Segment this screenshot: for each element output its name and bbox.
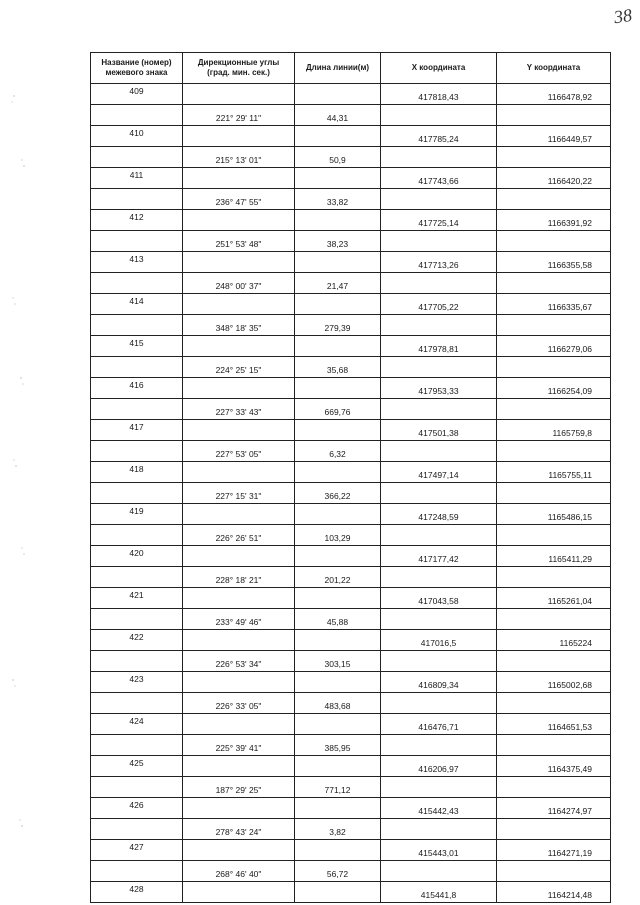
empty-cell [91, 441, 183, 462]
line-length-cell: 771,12 [295, 777, 381, 798]
line-length-cell: 279,39 [295, 315, 381, 336]
x-coordinate-cell: 416476,71 [381, 714, 497, 735]
direction-angle-cell: 221° 29' 11" [183, 105, 295, 126]
empty-cell [497, 441, 611, 462]
y-coordinate-cell: 1166254,09 [497, 378, 611, 399]
empty-cell [183, 756, 295, 777]
empty-cell [497, 609, 611, 630]
table-row-point [91, 672, 611, 693]
empty-cell [497, 735, 611, 756]
empty-cell [381, 567, 497, 588]
empty-cell [295, 252, 381, 273]
empty-cell [183, 378, 295, 399]
table-row-segment [91, 231, 611, 252]
table-row-segment [91, 693, 611, 714]
empty-cell [295, 714, 381, 735]
mark-name-cell: 420 [91, 546, 183, 567]
direction-angle-cell: 228° 18' 21" [183, 567, 295, 588]
y-coordinate-cell: 1166391,92 [497, 210, 611, 231]
table-row-point [91, 798, 611, 819]
mark-name-cell: 425 [91, 756, 183, 777]
table-row-segment [91, 399, 611, 420]
empty-cell [295, 672, 381, 693]
x-coordinate-cell: 417248,59 [381, 504, 497, 525]
empty-cell [381, 819, 497, 840]
table-row-point [91, 714, 611, 735]
empty-cell [183, 840, 295, 861]
x-coordinate-cell: 417953,33 [381, 378, 497, 399]
table-body [91, 84, 611, 903]
direction-angle-cell: 226° 53' 34" [183, 651, 295, 672]
empty-cell [381, 105, 497, 126]
y-coordinate-cell: 1165002,68 [497, 672, 611, 693]
direction-angle-cell: 227° 15' 31" [183, 483, 295, 504]
empty-cell [183, 714, 295, 735]
line-length-cell: 38,23 [295, 231, 381, 252]
empty-cell [295, 84, 381, 105]
line-length-cell: 6,32 [295, 441, 381, 462]
empty-cell [183, 504, 295, 525]
empty-cell [381, 861, 497, 882]
empty-cell [183, 420, 295, 441]
empty-cell [295, 546, 381, 567]
x-coordinate-cell: 417016,5 [381, 630, 497, 651]
empty-cell [381, 525, 497, 546]
direction-angle-cell: 268° 46' 40" [183, 861, 295, 882]
empty-cell [381, 651, 497, 672]
table-row-segment [91, 189, 611, 210]
y-coordinate-cell: 1166279,06 [497, 336, 611, 357]
boundary-marks-table [90, 52, 611, 903]
empty-cell [183, 84, 295, 105]
empty-cell [497, 819, 611, 840]
y-coordinate-cell: 1166335,67 [497, 294, 611, 315]
table-row-segment [91, 819, 611, 840]
x-coordinate-cell: 416809,34 [381, 672, 497, 693]
empty-cell [183, 168, 295, 189]
empty-cell [381, 231, 497, 252]
mark-name-cell: 427 [91, 840, 183, 861]
table-row-point [91, 840, 611, 861]
mark-name-cell: 414 [91, 294, 183, 315]
empty-cell [295, 462, 381, 483]
empty-cell [497, 861, 611, 882]
x-coordinate-cell: 417713,26 [381, 252, 497, 273]
empty-cell [183, 882, 295, 903]
mark-name-cell: 413 [91, 252, 183, 273]
empty-cell [91, 861, 183, 882]
table-header [91, 53, 611, 84]
mark-name-cell: 409 [91, 84, 183, 105]
direction-angle-cell: 224° 25' 15" [183, 357, 295, 378]
header-direction-angle: Дирекционные углы (град. мин. сек.) [183, 53, 295, 84]
empty-cell [295, 126, 381, 147]
table-row-point [91, 462, 611, 483]
empty-cell [295, 630, 381, 651]
empty-cell [183, 462, 295, 483]
direction-angle-cell: 236° 47' 55" [183, 189, 295, 210]
empty-cell [91, 315, 183, 336]
empty-cell [91, 189, 183, 210]
empty-cell [497, 231, 611, 252]
empty-cell [295, 798, 381, 819]
empty-cell [295, 504, 381, 525]
direction-angle-cell: 227° 33' 43" [183, 399, 295, 420]
table-row-point [91, 378, 611, 399]
table-row-point [91, 420, 611, 441]
empty-cell [497, 399, 611, 420]
line-length-cell: 33,82 [295, 189, 381, 210]
table-row-segment [91, 273, 611, 294]
y-coordinate-cell: 1165486,15 [497, 504, 611, 525]
empty-cell [183, 798, 295, 819]
empty-cell [497, 525, 611, 546]
line-length-cell: 50,9 [295, 147, 381, 168]
empty-cell [183, 294, 295, 315]
empty-cell [91, 609, 183, 630]
mark-name-cell: 411 [91, 168, 183, 189]
table-row-segment [91, 651, 611, 672]
line-length-cell: 483,68 [295, 693, 381, 714]
empty-cell [91, 735, 183, 756]
table-row-point [91, 588, 611, 609]
header-line-length: Длина линии(м) [295, 53, 381, 84]
empty-cell [91, 567, 183, 588]
y-coordinate-cell: 1166449,57 [497, 126, 611, 147]
empty-cell [497, 105, 611, 126]
direction-angle-cell: 225° 39' 41" [183, 735, 295, 756]
table-row-segment [91, 357, 611, 378]
direction-angle-cell: 215° 13' 01" [183, 147, 295, 168]
y-coordinate-cell: 1164375,49 [497, 756, 611, 777]
empty-cell [381, 441, 497, 462]
table-row-segment [91, 861, 611, 882]
empty-cell [183, 546, 295, 567]
direction-angle-cell: 226° 26' 51" [183, 525, 295, 546]
line-length-cell: 669,76 [295, 399, 381, 420]
empty-cell [295, 840, 381, 861]
empty-cell [91, 693, 183, 714]
empty-cell [497, 357, 611, 378]
mark-name-cell: 416 [91, 378, 183, 399]
table-row-point [91, 294, 611, 315]
x-coordinate-cell: 417743,66 [381, 168, 497, 189]
empty-cell [381, 483, 497, 504]
empty-cell [183, 630, 295, 651]
empty-cell [183, 336, 295, 357]
table-row-segment [91, 567, 611, 588]
empty-cell [295, 882, 381, 903]
line-length-cell: 201,22 [295, 567, 381, 588]
mark-name-cell: 410 [91, 126, 183, 147]
mark-name-cell: 428 [91, 882, 183, 903]
empty-cell [497, 693, 611, 714]
empty-cell [183, 210, 295, 231]
y-coordinate-cell: 1166420,22 [497, 168, 611, 189]
direction-angle-cell: 187° 29' 25" [183, 777, 295, 798]
x-coordinate-cell: 417497,14 [381, 462, 497, 483]
table-row-segment [91, 777, 611, 798]
empty-cell [295, 336, 381, 357]
empty-cell [381, 357, 497, 378]
table-row-segment [91, 525, 611, 546]
empty-cell [91, 819, 183, 840]
y-coordinate-cell: 1165759,8 [497, 420, 611, 441]
table-row-point [91, 546, 611, 567]
table-row-point [91, 126, 611, 147]
table-row-point [91, 336, 611, 357]
direction-angle-cell: 251° 53' 48" [183, 231, 295, 252]
table-row-segment [91, 441, 611, 462]
y-coordinate-cell: 1164271,19 [497, 840, 611, 861]
mark-name-cell: 424 [91, 714, 183, 735]
table-row-point [91, 504, 611, 525]
line-length-cell: 3,82 [295, 819, 381, 840]
line-length-cell: 385,95 [295, 735, 381, 756]
empty-cell [91, 105, 183, 126]
y-coordinate-cell: 1166355,58 [497, 252, 611, 273]
empty-cell [183, 672, 295, 693]
empty-cell [381, 777, 497, 798]
y-coordinate-cell: 1165755,11 [497, 462, 611, 483]
line-length-cell: 21,47 [295, 273, 381, 294]
empty-cell [91, 231, 183, 252]
empty-cell [183, 126, 295, 147]
x-coordinate-cell: 417177,42 [381, 546, 497, 567]
empty-cell [295, 210, 381, 231]
line-length-cell: 103,29 [295, 525, 381, 546]
x-coordinate-cell: 416206,97 [381, 756, 497, 777]
line-length-cell: 45,88 [295, 609, 381, 630]
empty-cell [91, 357, 183, 378]
empty-cell [91, 273, 183, 294]
empty-cell [497, 651, 611, 672]
coordinates-sheet [90, 52, 610, 903]
mark-name-cell: 422 [91, 630, 183, 651]
mark-name-cell: 419 [91, 504, 183, 525]
table-row-segment [91, 105, 611, 126]
table-row-point [91, 210, 611, 231]
header-mark-name: Название (номер) межевого знака [91, 53, 183, 84]
line-length-cell: 303,15 [295, 651, 381, 672]
empty-cell [91, 525, 183, 546]
y-coordinate-cell: 1166478,92 [497, 84, 611, 105]
empty-cell [91, 399, 183, 420]
empty-cell [497, 483, 611, 504]
x-coordinate-cell: 417785,24 [381, 126, 497, 147]
table-row-point [91, 84, 611, 105]
line-length-cell: 366,22 [295, 483, 381, 504]
line-length-cell: 44,31 [295, 105, 381, 126]
x-coordinate-cell: 417705,22 [381, 294, 497, 315]
mark-name-cell: 415 [91, 336, 183, 357]
empty-cell [91, 651, 183, 672]
empty-cell [295, 420, 381, 441]
page-number: 38 [612, 4, 634, 28]
mark-name-cell: 426 [91, 798, 183, 819]
empty-cell [295, 294, 381, 315]
empty-cell [381, 609, 497, 630]
direction-angle-cell: 226° 33' 05" [183, 693, 295, 714]
empty-cell [381, 189, 497, 210]
mark-name-cell: 417 [91, 420, 183, 441]
table-row-point [91, 168, 611, 189]
table-row-segment [91, 483, 611, 504]
x-coordinate-cell: 417501,38 [381, 420, 497, 441]
x-coordinate-cell: 415443,01 [381, 840, 497, 861]
empty-cell [381, 693, 497, 714]
empty-cell [497, 273, 611, 294]
empty-cell [183, 252, 295, 273]
y-coordinate-cell: 1164651,53 [497, 714, 611, 735]
mark-name-cell: 418 [91, 462, 183, 483]
empty-cell [381, 273, 497, 294]
x-coordinate-cell: 415441,8 [381, 882, 497, 903]
empty-cell [91, 777, 183, 798]
y-coordinate-cell: 1164214,48 [497, 882, 611, 903]
table-row-segment [91, 735, 611, 756]
empty-cell [295, 378, 381, 399]
empty-cell [295, 756, 381, 777]
direction-angle-cell: 227° 53' 05" [183, 441, 295, 462]
direction-angle-cell: 278° 43' 24" [183, 819, 295, 840]
y-coordinate-cell: 1165261,04 [497, 588, 611, 609]
empty-cell [497, 147, 611, 168]
line-length-cell: 56,72 [295, 861, 381, 882]
y-coordinate-cell: 1165224 [497, 630, 611, 651]
direction-angle-cell: 248° 00' 37" [183, 273, 295, 294]
mark-name-cell: 423 [91, 672, 183, 693]
empty-cell [497, 777, 611, 798]
line-length-cell: 35,68 [295, 357, 381, 378]
x-coordinate-cell: 417043,58 [381, 588, 497, 609]
table-row-point [91, 756, 611, 777]
empty-cell [497, 315, 611, 336]
x-coordinate-cell: 417978,81 [381, 336, 497, 357]
direction-angle-cell: 348° 18' 35" [183, 315, 295, 336]
empty-cell [295, 588, 381, 609]
empty-cell [381, 315, 497, 336]
x-coordinate-cell: 415442,43 [381, 798, 497, 819]
y-coordinate-cell: 1164274,97 [497, 798, 611, 819]
empty-cell [91, 147, 183, 168]
mark-name-cell: 421 [91, 588, 183, 609]
empty-cell [381, 735, 497, 756]
empty-cell [91, 483, 183, 504]
empty-cell [381, 147, 497, 168]
x-coordinate-cell: 417818,43 [381, 84, 497, 105]
empty-cell [381, 399, 497, 420]
x-coordinate-cell: 417725,14 [381, 210, 497, 231]
table-row-segment [91, 147, 611, 168]
mark-name-cell: 412 [91, 210, 183, 231]
header-y-coordinate: Y координата [497, 53, 611, 84]
table-row-point [91, 252, 611, 273]
empty-cell [497, 189, 611, 210]
y-coordinate-cell: 1165411,29 [497, 546, 611, 567]
direction-angle-cell: 233° 49' 46" [183, 609, 295, 630]
table-row-point [91, 882, 611, 903]
table-row-segment [91, 609, 611, 630]
empty-cell [183, 588, 295, 609]
table-row-segment [91, 315, 611, 336]
empty-cell [497, 567, 611, 588]
header-x-coordinate: X координата [381, 53, 497, 84]
table-row-point [91, 630, 611, 651]
empty-cell [295, 168, 381, 189]
